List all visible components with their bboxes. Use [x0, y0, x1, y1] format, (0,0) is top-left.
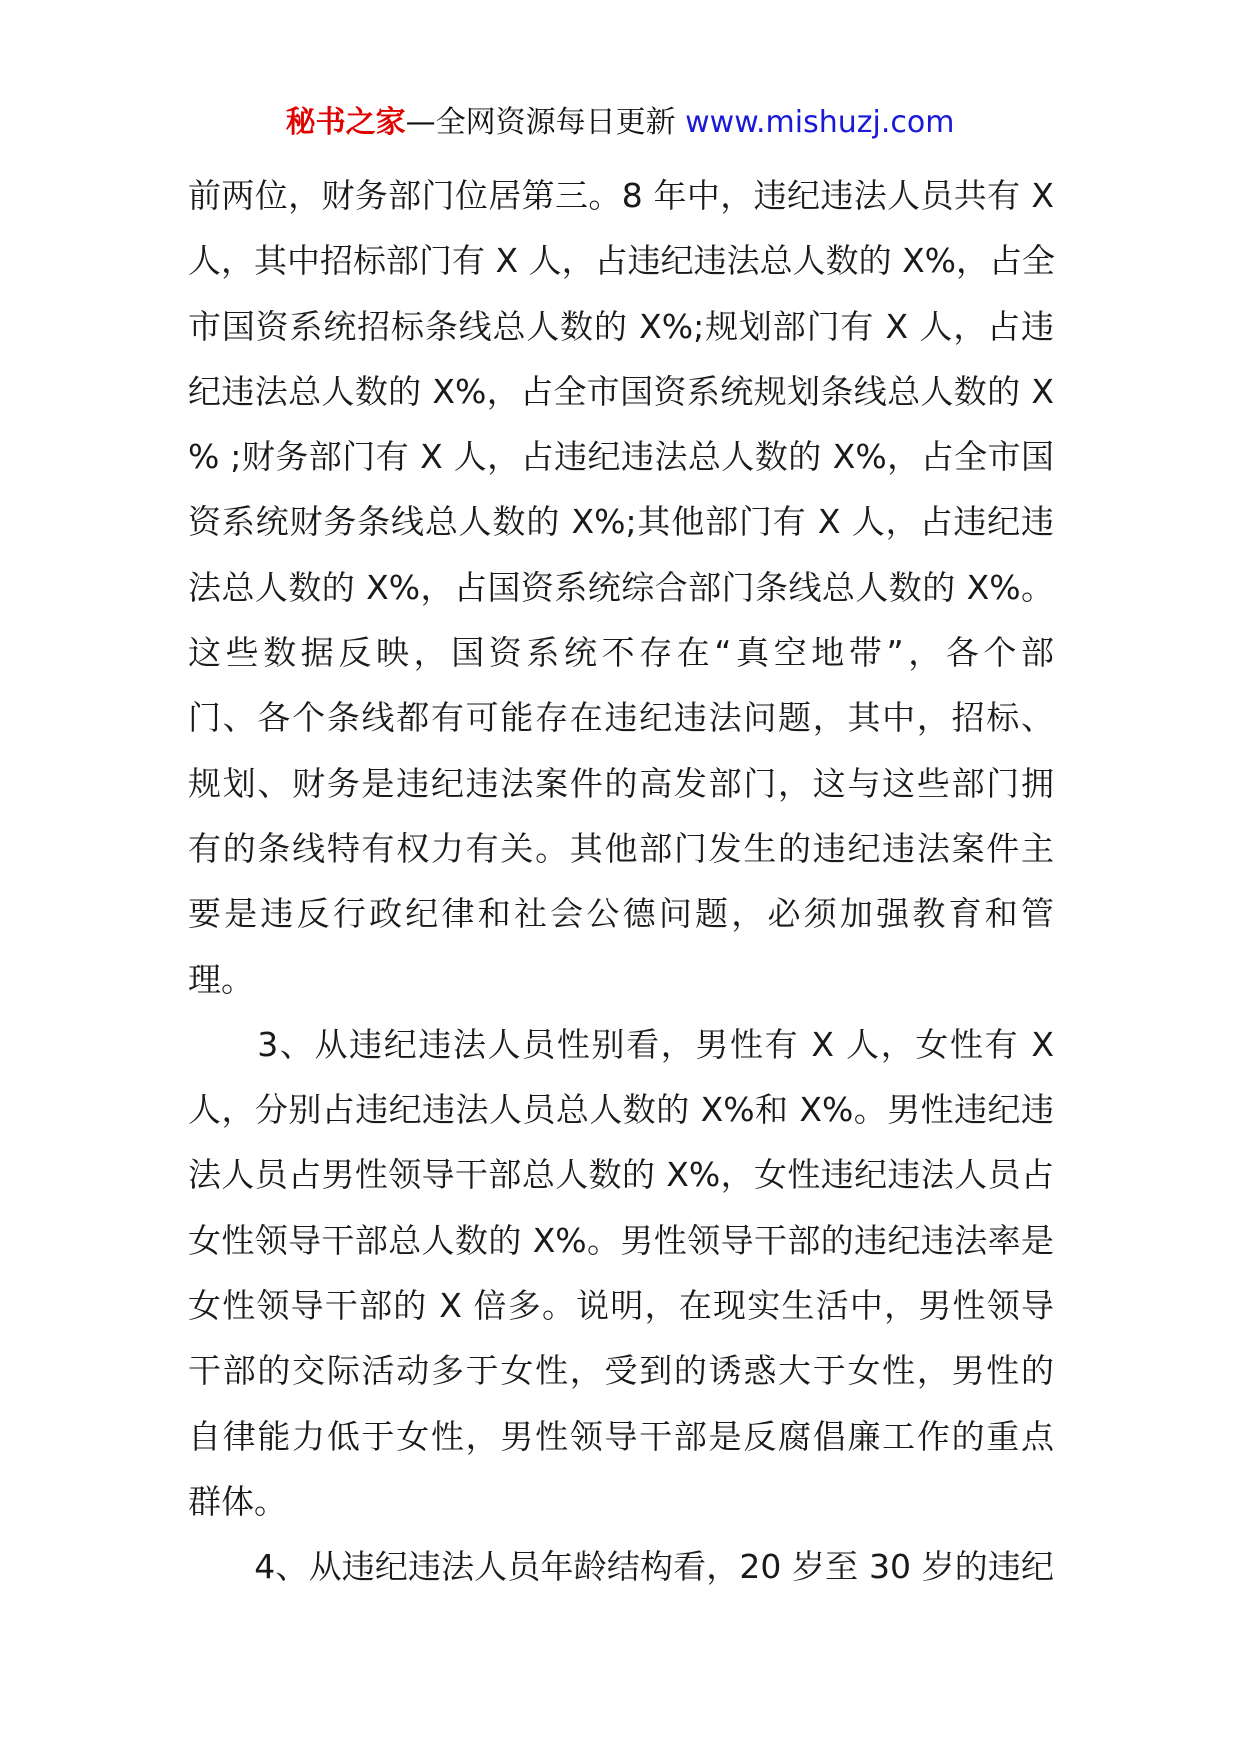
text-line: 干部的交际活动多于女性，受到的诱惑大于女性，男性的: [188, 1351, 1054, 1391]
text-line: 资系统财务条线总人数的 X%;其他部门有 X 人，占违纪违: [188, 502, 1054, 542]
paragraph: [188, 163, 1054, 1012]
site-header: [0, 103, 1240, 143]
text-line: 人，分别占违纪违法人员总人数的 X%和 X%。男性违纪违: [188, 1090, 1054, 1130]
text-line: 市国资系统招标条线总人数的 X%;规划部门有 X 人，占违: [188, 306, 1054, 346]
text-line: 前两位，财务部门位居第三。8 年中，违纪违法人员共有 X: [188, 176, 1054, 215]
text-line: 纪违法总人数的 X%，占全市国资系统规划条线总人数的 X: [188, 371, 1054, 411]
text-line: % ;财务部门有 X 人，占违纪违法总人数的 X%，占全市国: [188, 437, 1054, 477]
brand-name: 秘书之家: [285, 105, 406, 140]
site-url-link[interactable]: www.mishuzj.com: [685, 105, 955, 140]
text-line: 人，其中招标部门有 X 人，占违纪违法总人数的 X%，占全: [188, 241, 1056, 281]
text-line: 门、各个条线都有可能存在违纪违法问题，其中，招标、: [188, 698, 1054, 738]
text-line: 4、从违纪违法人员年龄结构看，20 岁至 30 岁的违纪: [188, 1547, 1054, 1587]
text-line: 规划、财务是违纪违法案件的高发部门，这与这些部门拥: [188, 763, 1054, 803]
paragraph: [188, 1012, 1054, 1534]
text-line: 法人员占男性领导干部总人数的 X%，女性违纪违法人员占: [188, 1155, 1054, 1195]
text-line: 法总人数的 X%，占国资系统综合部门条线总人数的 X%。: [188, 567, 1054, 607]
header-tagline: —全网资源每日更新: [405, 105, 676, 140]
paragraph: [188, 1534, 1054, 1599]
text-line: 女性领导干部总人数的 X%。男性领导干部的违纪违法率是: [188, 1220, 1054, 1260]
text-line: 3、从违纪违法人员性别看，男性有 X 人，女性有 X: [188, 1024, 1054, 1064]
text-line: 要是违反行政纪律和社会公德问题，必须加强教育和管: [188, 894, 1054, 934]
text-line: 女性领导干部的 X 倍多。说明，在现实生活中，男性领导: [188, 1286, 1054, 1326]
text-line: 自律能力低于女性，男性领导干部是反腐倡廉工作的重点: [188, 1416, 1054, 1456]
text-line: 这些数据反映，国资系统不存在“真空地带”，各个部: [188, 633, 1054, 673]
text-line: 理。: [188, 959, 254, 999]
document-body: [188, 163, 1054, 1600]
text-line: 群体。: [188, 1481, 287, 1521]
text-line: 有的条线特有权力有关。其他部门发生的违纪违法案件主: [188, 828, 1054, 868]
